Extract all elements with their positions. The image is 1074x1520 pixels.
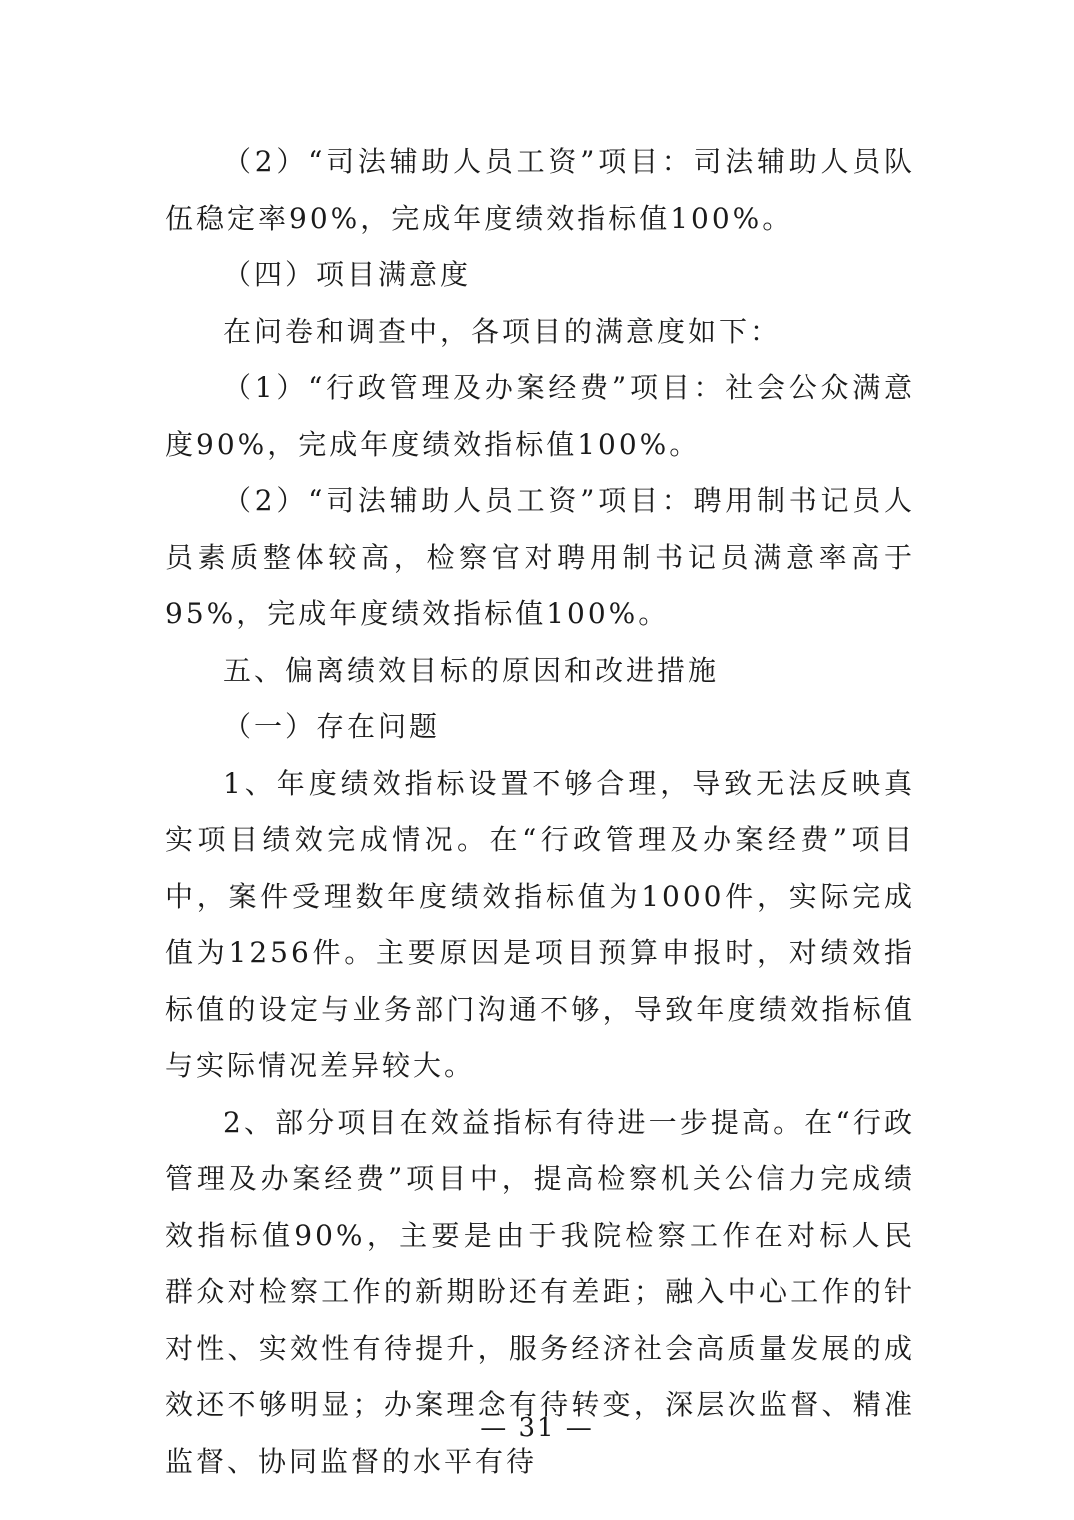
subsection-heading-existing-problems: （一）存在问题 [223, 710, 441, 743]
page-number: — 31 — [480, 1413, 594, 1443]
paragraph-problem-1: 1、年度绩效指标设置不够合理，导致无法反映真实项目绩效完成情况。在“行政管理及办案经费”项目中，案件受理数年度绩效指标值为1000件，实际完成值为1256件。主要原因是项目预算申报时，对绩效指标值的设定与业务部门沟通不够，导致年度绩效指标值与实际情况差异较大。 [165, 766, 915, 1082]
paragraph-2-auxiliary-staff-stability: （2）“司法辅助人员工资”项目：司法辅助人员队伍稳定率90%，完成年度绩效指标值100%。 [165, 145, 915, 235]
document-body [165, 134, 915, 1490]
paragraph-problem-2: 2、部分项目在效益指标有待进一步提高。在“行政管理及办案经费”项目中，提高检察机关公信力完成绩效指标值90%，主要是由于我院检察工作在对标人民群众对检察工作的新期盼还有差距；融入中心工作的针对性、实效性有待提升，服务经济社会高质量发展的成效还不够明显；办案理念有待转变，深层次监督、精准监督、协同监督的水平有待 [165, 1105, 915, 1478]
section-heading-deviation-causes: 五、偏离绩效目标的原因和改进措施 [223, 653, 720, 687]
paragraph-survey-intro: 在问卷和调查中，各项目的满意度如下： [223, 314, 782, 348]
paragraph-2-clerk-satisfaction: （2）“司法辅助人员工资”项目：聘用制书记员人员素质整体较高，检察官对聘用制书记员满意率高于95%，完成年度绩效指标值100%。 [165, 484, 915, 630]
section-heading-project-satisfaction: （四）项目满意度 [223, 258, 472, 291]
paragraph-1-admin-satisfaction: （1）“行政管理及办案经费”项目：社会公众满意度90%，完成年度绩效指标值100%。 [165, 371, 915, 461]
